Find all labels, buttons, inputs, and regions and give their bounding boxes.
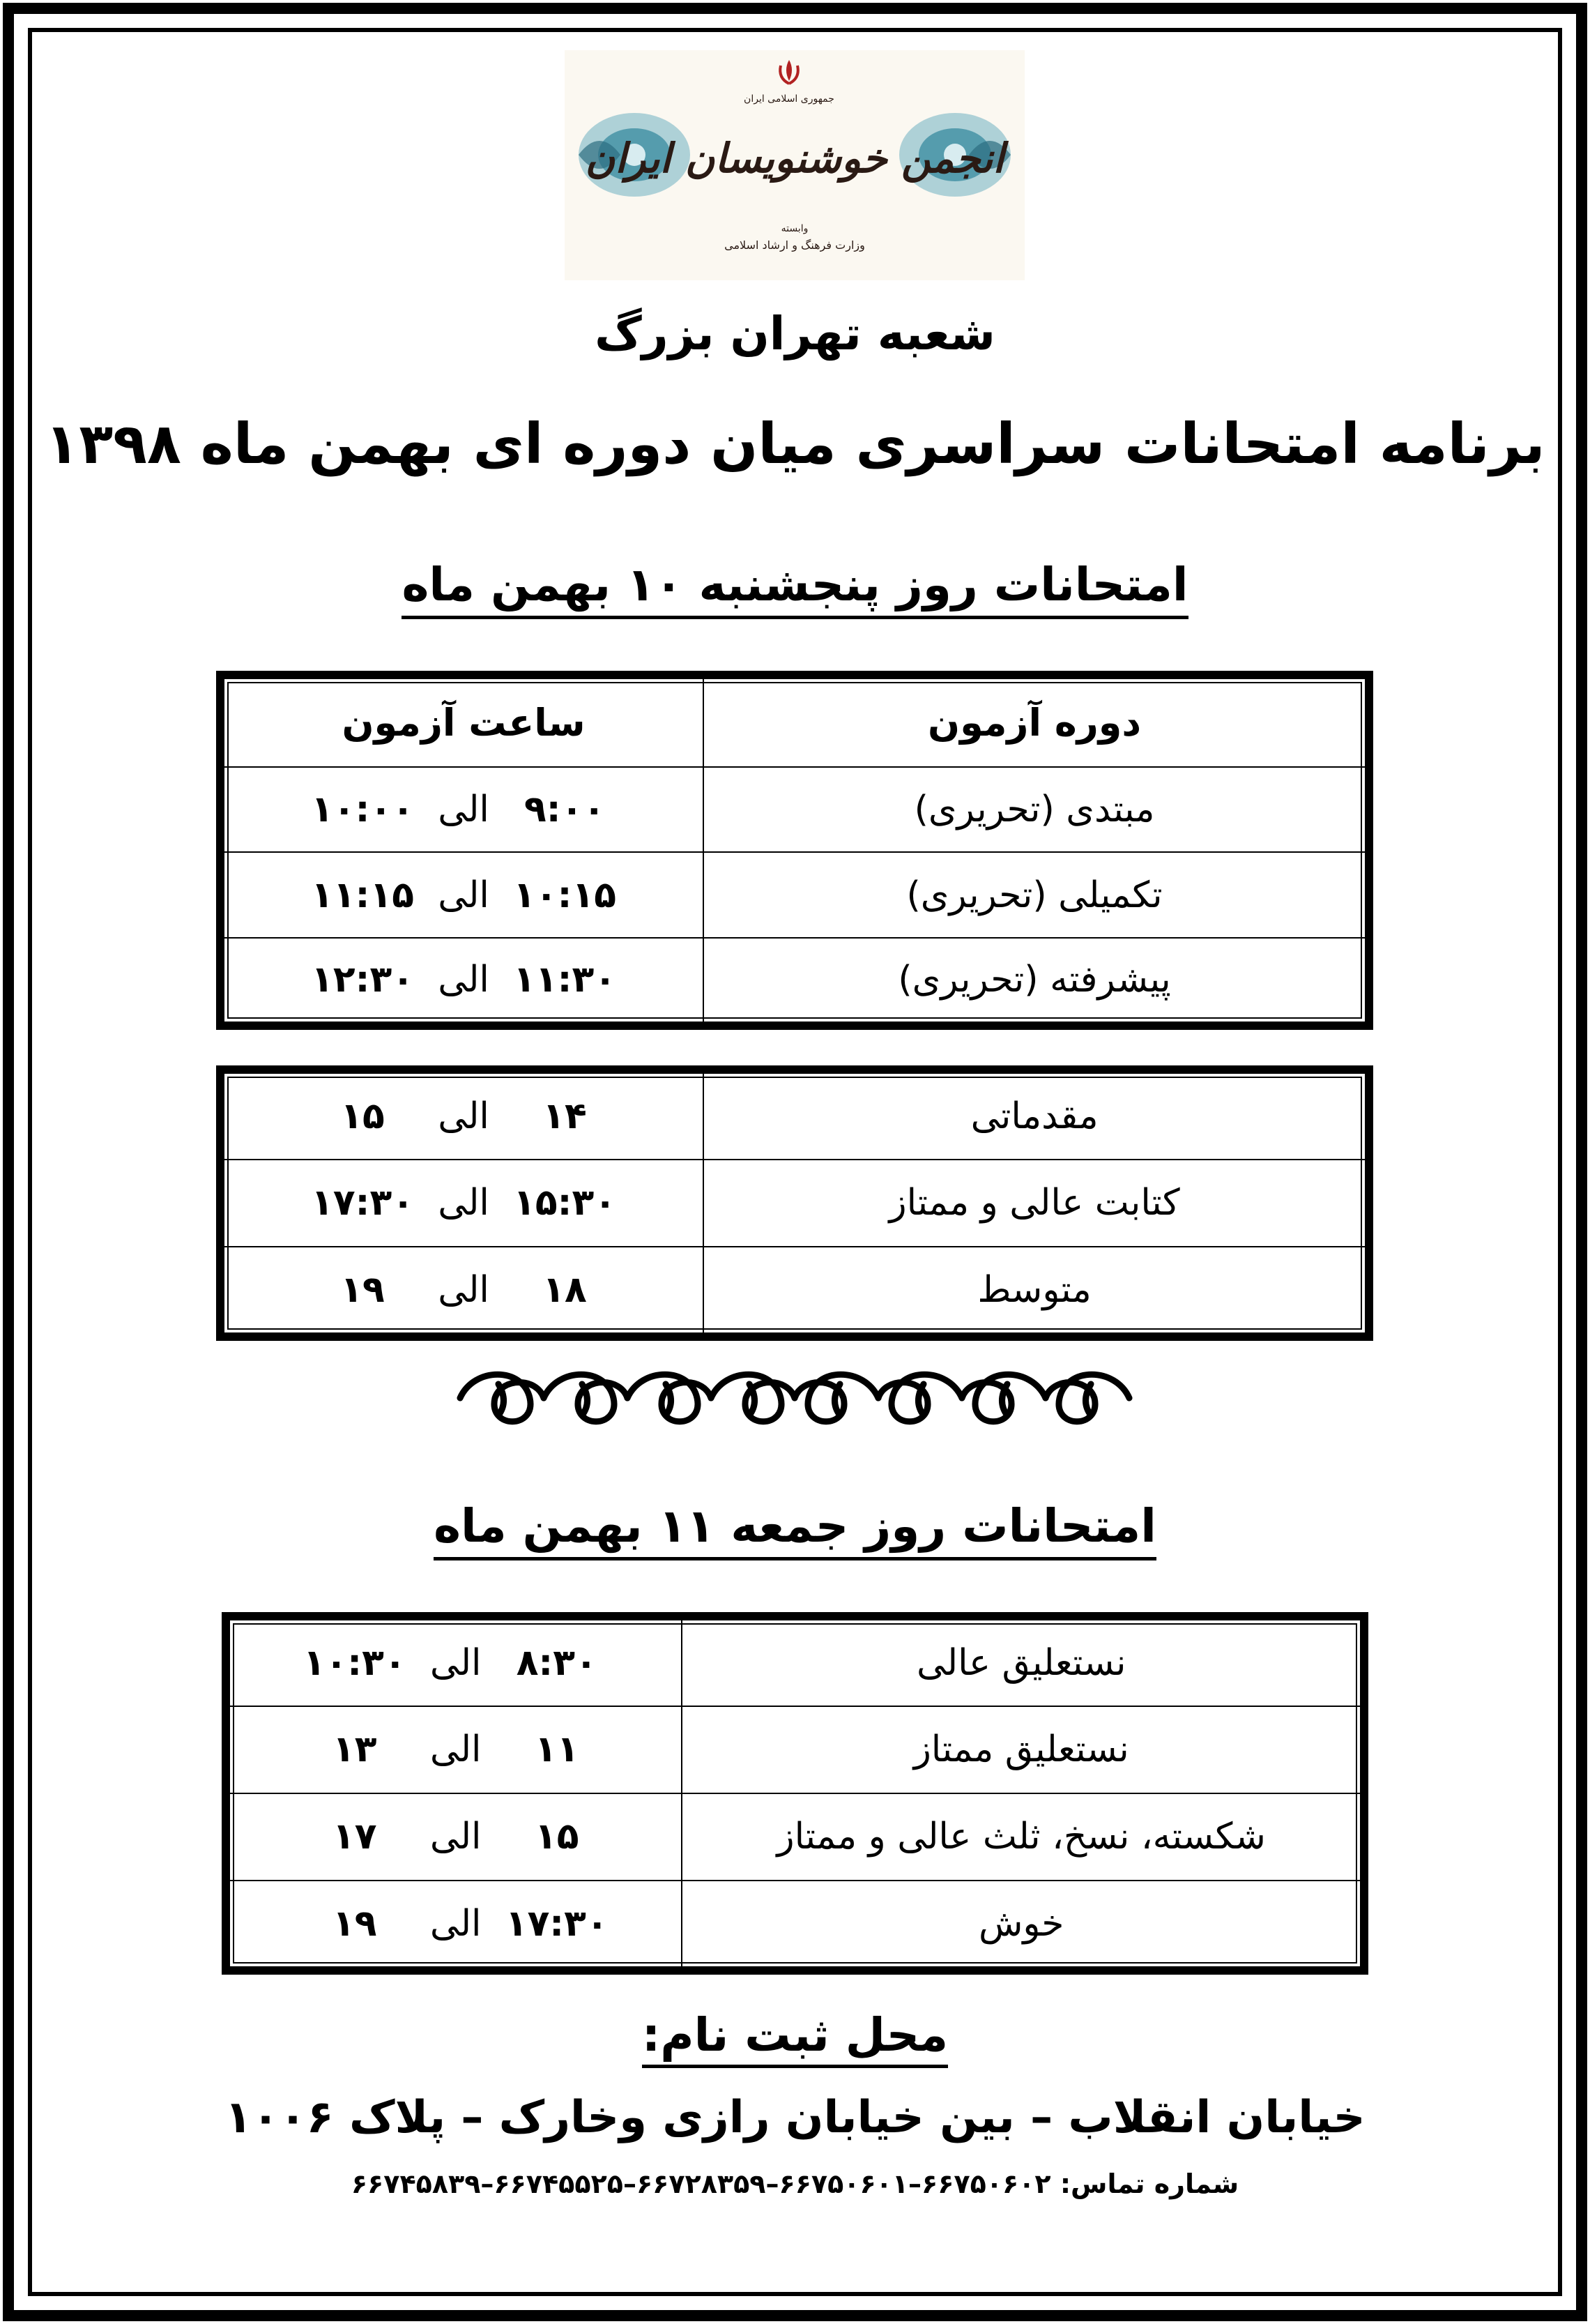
time-to: ۱۰:۰۰ — [311, 789, 414, 831]
contact-numbers: شماره تماس: ۶۶۷۵۰۶۰۲–۶۶۷۵۰۶۰۱–۶۶۷۲۸۳۵۹–۶۶۷۴۵۵۲۵–۶۶۷۴۵۸۳۹ — [351, 2169, 1239, 2199]
time-to: ۱۷:۳۰ — [311, 1182, 414, 1224]
course-cell: نستعلیق عالی — [682, 1620, 1360, 1706]
time-from: ۱۴ — [542, 1095, 587, 1137]
time-separator: الی — [429, 1816, 482, 1858]
time-cell — [230, 1706, 682, 1793]
time-from: ۱۱:۳۰ — [513, 959, 616, 1001]
time-to: ۱۳ — [332, 1729, 377, 1771]
table-row — [230, 1793, 1360, 1881]
time-to: ۱۷ — [332, 1816, 377, 1858]
time-from: ۱۰:۱۵ — [513, 874, 616, 916]
day2-table — [222, 1612, 1368, 1975]
table-row — [230, 1620, 1360, 1706]
time-cell — [230, 1793, 682, 1881]
time-separator: الی — [438, 789, 489, 831]
course-cell: مبتدی (تحریری) — [703, 767, 1365, 852]
time-separator: الی — [429, 1902, 482, 1945]
time-to: ۱۱:۱۵ — [311, 874, 414, 916]
table-row — [224, 938, 1365, 1022]
logo-calligraphy: انجمن خوشنویسان ایران — [585, 135, 1004, 182]
time-from: ۸:۳۰ — [516, 1641, 597, 1684]
branch-title: شعبه تهران بزرگ — [595, 307, 995, 360]
time-separator: الی — [429, 1729, 482, 1771]
time-separator: الی — [438, 1182, 489, 1224]
time-to: ۱۹ — [340, 1268, 385, 1311]
time-from: ۹:۰۰ — [524, 789, 606, 831]
time-separator: الی — [438, 1095, 489, 1137]
logo-sub-text-2: وزارت فرهنگ و ارشاد اسلامی — [724, 238, 865, 252]
table-row — [224, 852, 1365, 937]
time-separator: الی — [429, 1641, 482, 1684]
logo-top-text: جمهوری اسلامی ایران — [744, 93, 834, 105]
time-cell — [224, 1160, 703, 1247]
column-header-time: ساعت آزمون — [224, 679, 703, 767]
table-header-row — [224, 679, 1365, 767]
day2-heading-text: امتحانات روز جمعه ۱۱ بهمن ماه — [434, 1499, 1156, 1560]
table-row — [230, 1706, 1360, 1793]
course-cell: کتابت عالی و ممتاز — [703, 1160, 1365, 1247]
time-cell — [224, 1074, 703, 1160]
course-cell: پیشرفته (تحریری) — [703, 938, 1365, 1022]
day2-heading — [0, 1499, 1590, 1553]
time-cell — [224, 767, 703, 852]
day1-heading — [0, 558, 1590, 612]
time-cell — [224, 1247, 703, 1332]
table-row — [224, 1160, 1365, 1247]
program-title: برنامه امتحانات سراسری میان دوره ای بهمن ماه ۱۳۹۸ — [45, 411, 1545, 476]
time-cell — [224, 852, 703, 937]
time-from: ۱۱ — [534, 1729, 579, 1771]
day1-table1 — [216, 671, 1373, 1030]
time-to: ۱۰:۳۰ — [303, 1641, 406, 1684]
course-cell: متوسط — [703, 1247, 1365, 1332]
time-to: ۱۲:۳۰ — [311, 959, 414, 1001]
time-separator: الی — [438, 1268, 489, 1311]
registration-label — [0, 2008, 1590, 2062]
time-cell — [224, 938, 703, 1022]
day1-table2 — [216, 1065, 1373, 1341]
time-from: ۱۵:۳۰ — [513, 1182, 616, 1224]
course-cell: نستعلیق ممتاز — [682, 1706, 1360, 1793]
divider-ornament — [453, 1363, 1143, 1433]
address-text: خیابان انقلاب – بین خیابان رازی وخارک – پلاک ۱۰۰۶ — [224, 2092, 1366, 2143]
time-separator: الی — [438, 959, 489, 1001]
time-separator: الی — [438, 874, 489, 916]
table-row — [224, 1074, 1365, 1160]
time-to: ۱۹ — [332, 1902, 377, 1945]
logo-sub-text-1: وابسته — [781, 223, 809, 234]
emblem-icon — [780, 60, 798, 84]
column-header-course: دوره آزمون — [703, 679, 1365, 767]
time-cell — [230, 1881, 682, 1966]
logo-graphic — [565, 50, 1025, 280]
course-cell: خوش — [682, 1881, 1360, 1966]
society-logo — [565, 50, 1025, 280]
time-from: ۱۷:۳۰ — [505, 1902, 609, 1945]
time-cell — [230, 1620, 682, 1706]
time-from: ۱۸ — [542, 1268, 587, 1311]
registration-label-text: محل ثبت نام: — [642, 2008, 948, 2068]
course-cell: شکسته، نسخ، ثلث عالی و ممتاز — [682, 1793, 1360, 1881]
time-from: ۱۵ — [534, 1816, 579, 1858]
table-row — [224, 767, 1365, 852]
course-cell: مقدماتی — [703, 1074, 1365, 1160]
time-to: ۱۵ — [340, 1095, 385, 1137]
table-row — [230, 1881, 1360, 1966]
table-row — [224, 1247, 1365, 1332]
day1-heading-text: امتحانات روز پنجشنبه ۱۰ بهمن ماه — [402, 558, 1188, 619]
course-cell: تکمیلی (تحریری) — [703, 852, 1365, 937]
